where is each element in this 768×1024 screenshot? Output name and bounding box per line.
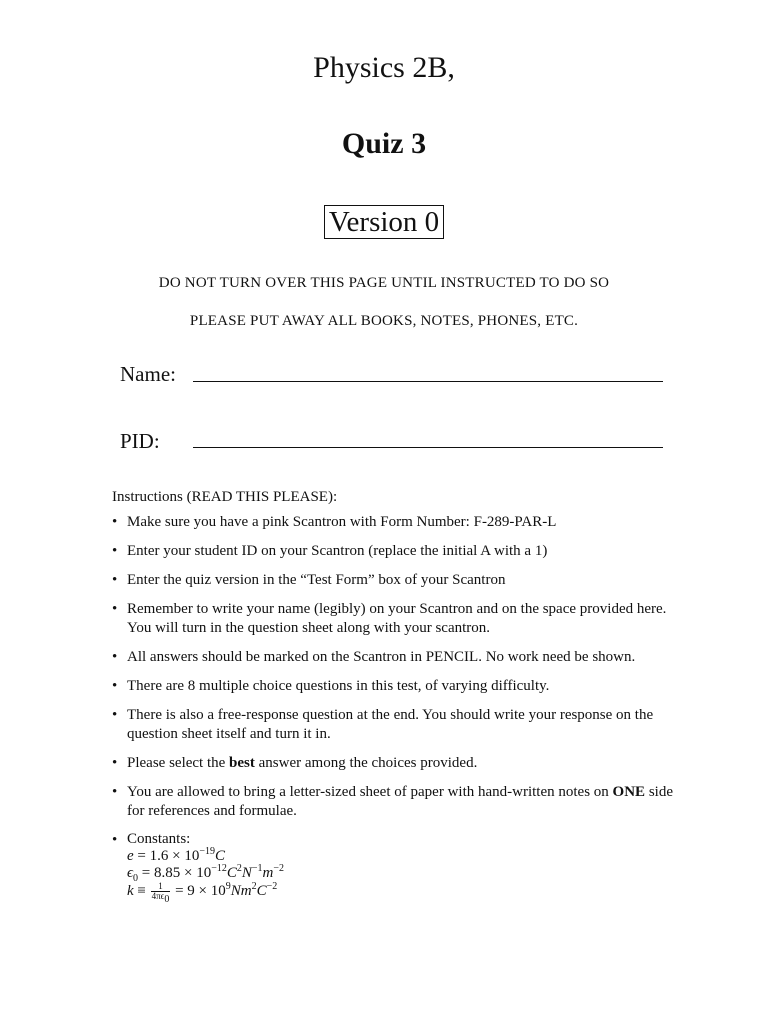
- name-field-line: [193, 381, 663, 382]
- quiz-title: Quiz 3: [341, 127, 427, 160]
- list-item: [112, 783, 692, 821]
- constants-label: Constants:: [127, 831, 191, 847]
- instruction-text: There are 8 multiple choice questions in this test, of varying difficulty.: [127, 678, 550, 694]
- bullet-icon: •: [112, 784, 118, 800]
- list-item: [112, 571, 692, 590]
- name-label: Name:: [120, 362, 176, 386]
- version-box: Version 0: [324, 205, 444, 239]
- instruction-text-after: side for references and formulae.: [127, 784, 673, 819]
- instruction-text: Make sure you have a pink Scantron with Form Number: F-289-PAR-L: [127, 514, 557, 530]
- list-item: [112, 677, 692, 696]
- instruction-text: There is also a free-response question at the end. You should write your response on the question sheet itself and turn it in.: [127, 707, 654, 742]
- bullet-icon: •: [112, 707, 118, 723]
- bullet-icon: •: [112, 514, 118, 530]
- instruction-text: Enter your student ID on your Scantron (replace the initial A with a 1): [127, 543, 548, 559]
- instruction-text: Enter the quiz version in the “Test Form” box of your Scantron: [127, 572, 506, 588]
- constants-block: [127, 831, 692, 905]
- course-title: Physics 2B,: [313, 51, 455, 84]
- bullet-icon: •: [112, 543, 118, 559]
- emphasis-one: ONE: [612, 784, 646, 800]
- instructions-list: [112, 513, 692, 911]
- pid-field-line: [193, 447, 663, 448]
- bullet-icon: •: [112, 678, 118, 694]
- bullet-icon: •: [112, 755, 118, 771]
- warning-line-2: PLEASE PUT AWAY ALL BOOKS, NOTES, PHONES, ETC.: [189, 313, 579, 329]
- list-item: [112, 513, 692, 532]
- list-item: [112, 754, 692, 773]
- bullet-icon: •: [112, 649, 118, 665]
- constant-electron-charge: $e = 1.6 \times 10^{-19}C$: [127, 846, 225, 864]
- bullet-icon: •: [112, 832, 118, 848]
- instruction-text: Remember to write your name (legibly) on your Scantron and on the space provided here. You will turn in the question sheet along with your scantron.: [127, 601, 667, 636]
- constant-coulomb: k ≡ $\frac{1}{4\pi\epsilon_0}$ = $9 \times 10^9Nm^2C^{-2}$: [127, 880, 278, 905]
- list-item: [112, 648, 692, 667]
- instruction-text-before: Please select the: [127, 755, 230, 771]
- bullet-icon: •: [112, 601, 118, 617]
- list-item: [112, 706, 692, 744]
- instructions-heading: Instructions (READ THIS PLEASE):: [112, 489, 338, 505]
- constant-permittivity: $\epsilon_0 = 8.85 \times 10^{-12}C^2N^{-1}m^{-2}$: [127, 863, 285, 884]
- bullet-icon: •: [112, 572, 118, 588]
- list-item-constants: [112, 831, 692, 905]
- instruction-text: All answers should be marked on the Scantron in PENCIL. No work need be shown.: [127, 649, 636, 665]
- emphasis-best: best: [229, 755, 255, 771]
- instruction-text-before: You are allowed to bring a letter-sized sheet of paper with hand-written notes on: [127, 784, 613, 800]
- fraction: $\frac{1}{4\pi\epsilon_0}$: [151, 881, 170, 905]
- instruction-text-after: answer among the choices provided.: [254, 755, 478, 771]
- pid-label: PID:: [120, 429, 160, 453]
- warning-line-1: DO NOT TURN OVER THIS PAGE UNTIL INSTRUCTED TO DO SO: [158, 275, 610, 291]
- list-item: [112, 542, 692, 561]
- version-container: [0, 205, 768, 239]
- list-item: [112, 600, 692, 638]
